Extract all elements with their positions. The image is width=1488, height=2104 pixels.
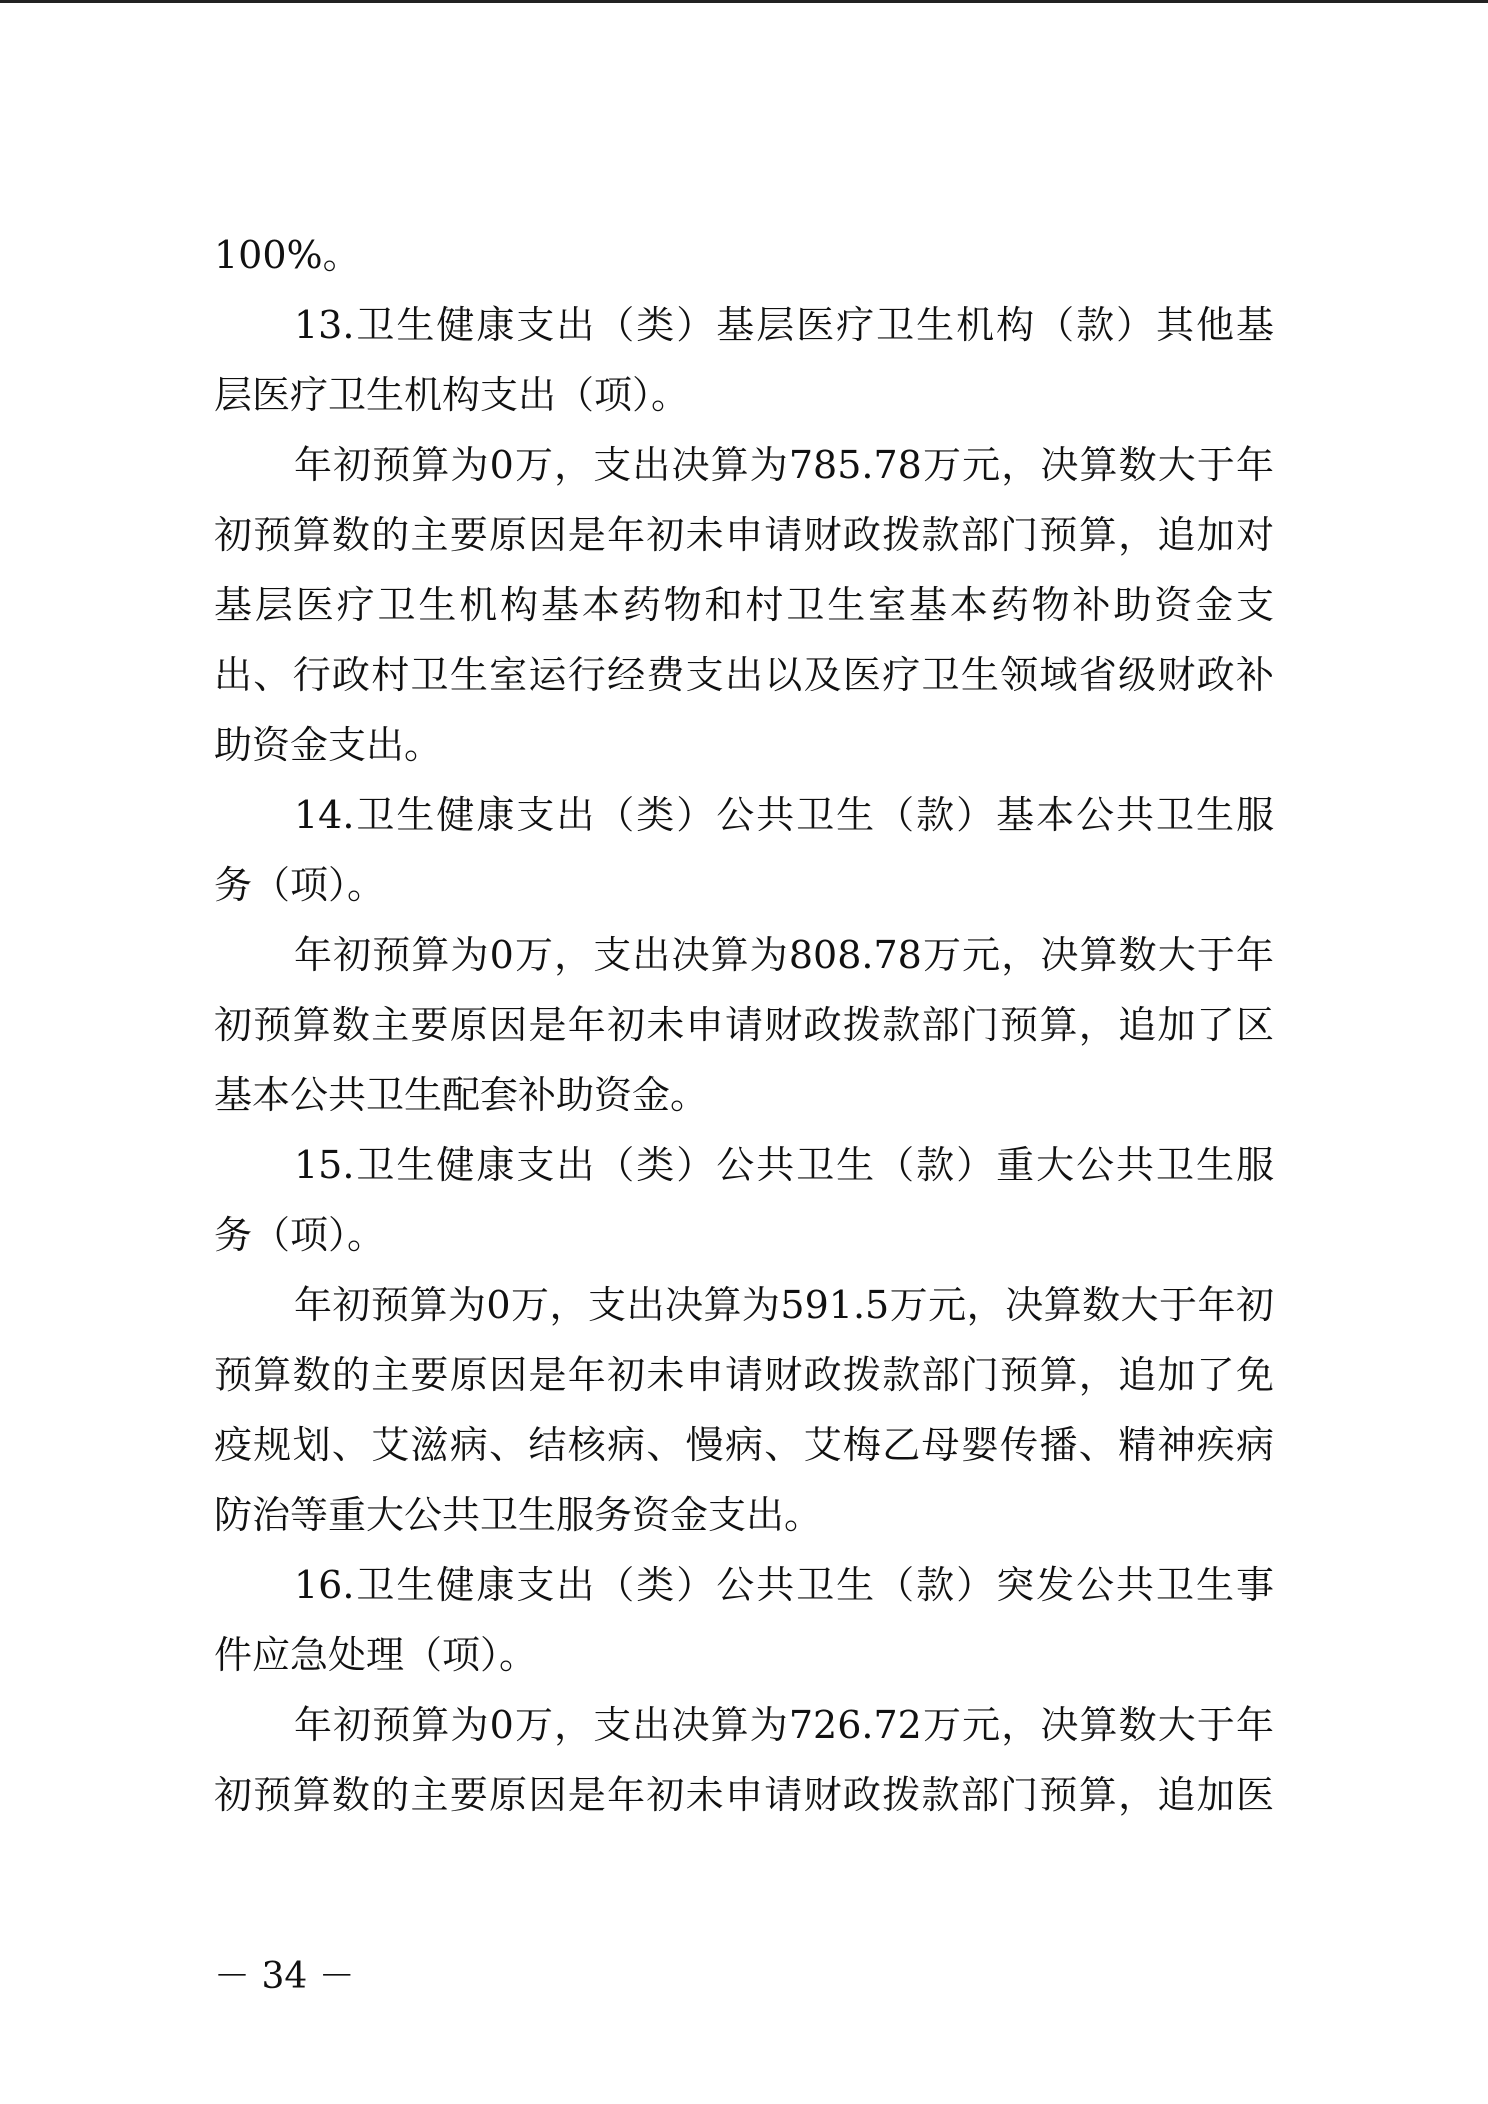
text-line: 基本公共卫生配套补助资金。 (214, 1073, 709, 1117)
text-line: 预算数的主要原因是年初未申请财政拨款部门预算，追加了免 (214, 1353, 1274, 1397)
text-line: 初预算数主要原因是年初未申请财政拨款部门预算，追加了区 (214, 1003, 1274, 1047)
text-line: 年初预算为0万，支出决算为808.78万元，决算数大于年 (294, 933, 1274, 977)
document-body (214, 220, 1274, 1830)
text-line: 100%。 (214, 233, 361, 277)
text-line: 助资金支出。 (214, 723, 443, 767)
text-line: 疫规划、艾滋病、结核病、慢病、艾梅乙母婴传播、精神疾病 (214, 1423, 1274, 1467)
section-heading-15-cont: 务（项）。 (214, 1213, 386, 1257)
text-line: 年初预算为0万，支出决算为785.78万元，决算数大于年 (294, 443, 1274, 487)
page-top-border (0, 0, 1488, 3)
section-heading-16-cont: 件应急处理（项）。 (214, 1633, 538, 1677)
text-line: 年初预算为0万，支出决算为591.5万元，决算数大于年初 (294, 1283, 1274, 1327)
section-heading-15: 15.卫生健康支出（类）公共卫生（款）重大公共卫生服 (294, 1143, 1274, 1187)
text-line: 防治等重大公共卫生服务资金支出。 (214, 1493, 823, 1537)
section-heading-16: 16.卫生健康支出（类）公共卫生（款）突发公共卫生事 (294, 1563, 1274, 1607)
section-heading-13-cont: 层医疗卫生机构支出（项）。 (214, 373, 690, 417)
section-heading-13: 13.卫生健康支出（类）基层医疗卫生机构（款）其他基 (294, 303, 1274, 347)
text-line: 初预算数的主要原因是年初未申请财政拨款部门预算，追加对 (214, 513, 1274, 557)
text-line: 出、行政村卫生室运行经费支出以及医疗卫生领域省级财政补 (214, 653, 1274, 697)
text-line: 初预算数的主要原因是年初未申请财政拨款部门预算，追加医 (214, 1773, 1274, 1817)
page-number: － 34 － (214, 1956, 355, 1997)
text-line: 基层医疗卫生机构基本药物和村卫生室基本药物补助资金支 (214, 583, 1274, 627)
text-line: 年初预算为0万，支出决算为726.72万元，决算数大于年 (294, 1703, 1274, 1747)
section-heading-14-cont: 务（项）。 (214, 863, 386, 907)
section-heading-14: 14.卫生健康支出（类）公共卫生（款）基本公共卫生服 (294, 793, 1274, 837)
